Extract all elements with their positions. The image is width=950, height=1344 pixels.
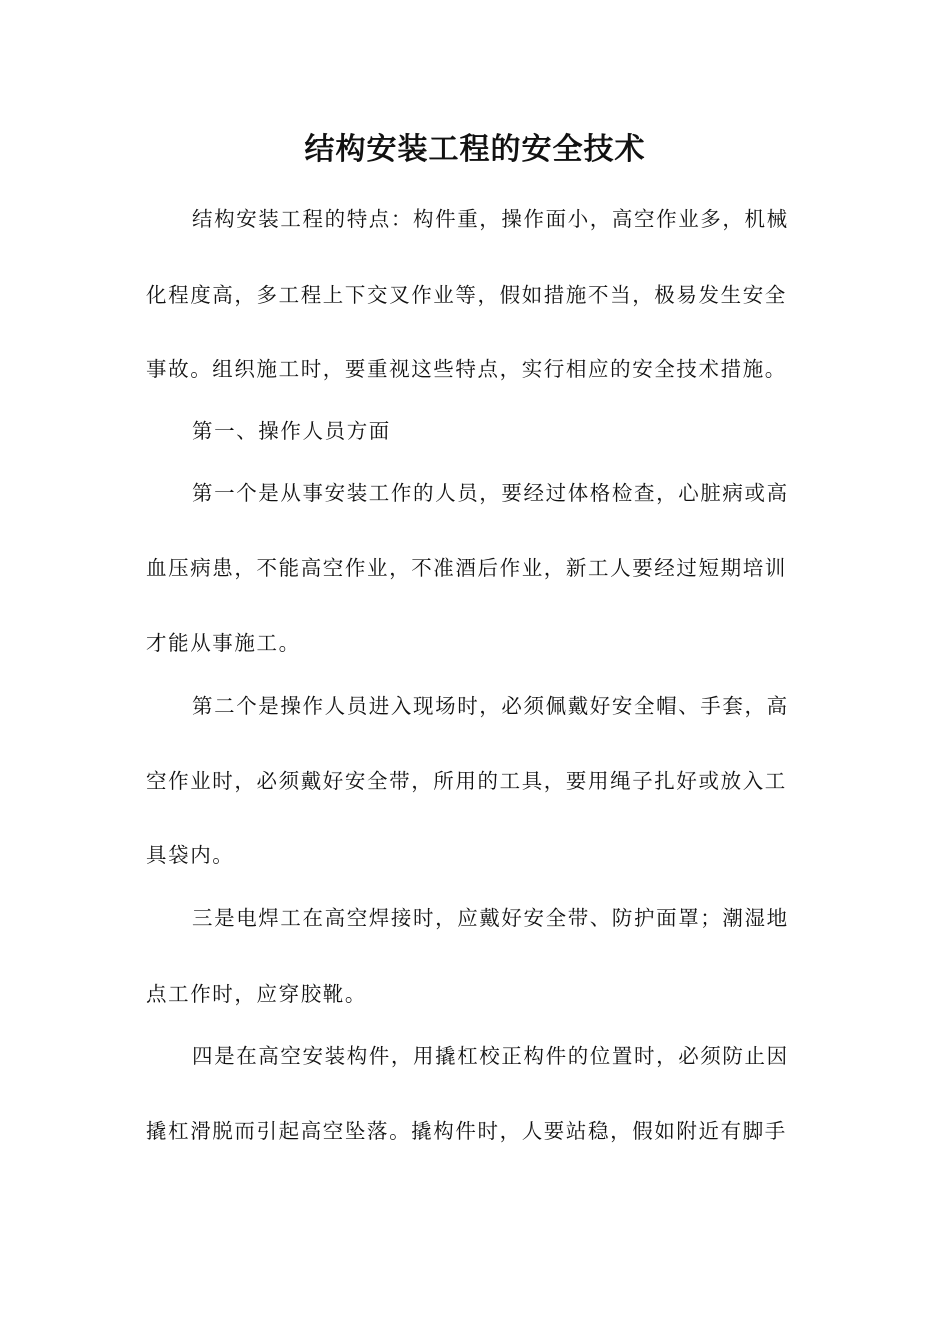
paragraph-line: 结构安装工程的特点：构件重，操作面小，高空作业多，机械 [192,207,789,231]
paragraph-line: 化程度高，多工程上下交叉作业等，假如措施不当，极易发生安全 [146,283,787,307]
paragraph-line: 撬杠滑脱而引起高空坠落。撬构件时，人要站稳，假如附近有脚手 [146,1119,787,1143]
paragraph-line: 才能从事施工。 [146,631,301,655]
paragraph-line: 血压病患，不能高空作业，不准酒后作业，新工人要经过短期培训 [146,556,787,580]
paragraph-line: 空作业时，必须戴好安全带，所用的工具，要用绳子扎好或放入工 [146,769,787,793]
paragraph-line: 第二个是操作人员进入现场时，必须佩戴好安全帽、手套，高 [192,694,789,718]
paragraph-line: 事故。组织施工时，要重视这些特点，实行相应的安全技术措施。 [146,357,787,381]
paragraph-line: 点工作时，应穿胶靴。 [146,982,367,1006]
document-title: 结构安装工程的安全技术 [304,132,646,167]
section-heading: 第一、操作人员方面 [192,419,391,443]
paragraph-line: 四是在高空安装构件，用撬杠校正构件的位置时，必须防止因 [192,1044,789,1068]
paragraph-line: 第一个是从事安装工作的人员，要经过体格检查，心脏病或高 [192,481,789,505]
paragraph-line: 三是电焊工在高空焊接时，应戴好安全带、防护面罩；潮湿地 [192,906,789,930]
paragraph-line: 具袋内。 [146,843,235,867]
